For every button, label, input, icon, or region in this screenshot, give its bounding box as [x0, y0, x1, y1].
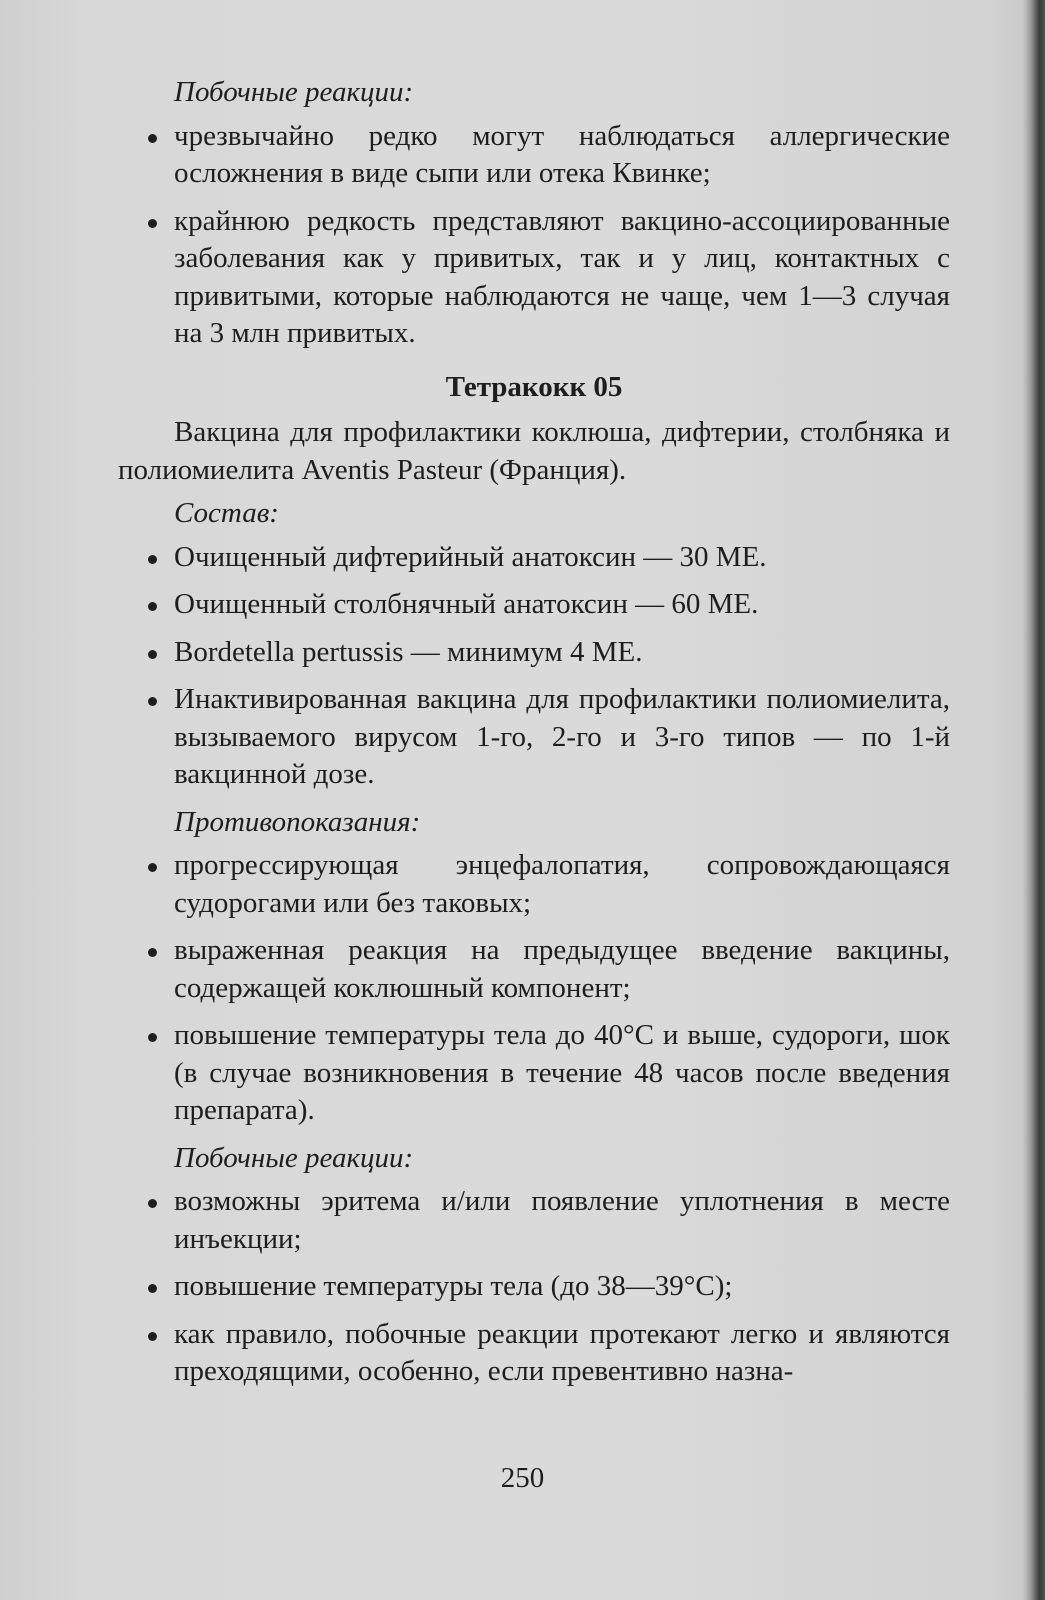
section-title: Тетракокк 05 — [445, 370, 623, 403]
list-item: Очищенный дифтерийный анатоксин — 30 МЕ. — [118, 539, 950, 577]
list-item: чрезвычайно редко могут наблюдаться аллергические осложнения в виде сыпи или отека Квинке; — [118, 118, 950, 193]
list-item: Bordetella pertussis — минимум 4 МЕ. — [118, 634, 950, 672]
list-item: выраженная реакция на предыдущее введение вакцины, содержащей коклюшный компонент; — [118, 932, 950, 1007]
bullet-icon — [148, 1284, 157, 1293]
bullet-icon — [148, 863, 157, 872]
list-item: прогрессирующая энцефалопатия, сопровождающаяся судорогами или без таковых; — [118, 847, 950, 922]
page-text — [118, 74, 950, 1401]
page-number: 250 — [500, 1462, 545, 1494]
side-effects-heading-1: Побочные реакции: — [174, 76, 414, 108]
list-item: Очищенный столбнячный анатоксин — 60 МЕ. — [118, 586, 950, 624]
list-item: повышение температуры тела до 40°С и выше, судороги, шок (в случае возникновения в течение 48 часов после введения препарата). — [118, 1017, 950, 1130]
side-effects-list-2 — [118, 1183, 950, 1391]
list-item: возможны эритема и/или появление уплотнения в месте инъекции; — [118, 1183, 950, 1258]
contraindications-list — [118, 847, 950, 1130]
book-spine-shadow — [1023, 0, 1045, 1600]
bullet-icon — [148, 602, 157, 611]
bullet-icon — [148, 697, 157, 706]
bullet-icon — [148, 650, 157, 659]
list-item: повышение температуры тела (до 38—39°С); — [118, 1268, 950, 1306]
composition-heading: Состав: — [174, 497, 279, 529]
composition-list — [118, 539, 950, 794]
side-effects-list-1 — [118, 118, 950, 353]
bullet-icon — [148, 1332, 157, 1341]
list-item: крайнюю редкость представляют вакцино-ассоциированные заболевания как у привитых, так и у лиц, контактных с привитыми, которые наблюдаются не чаще, чем 1—3 случая на 3 млн привитых. — [118, 203, 950, 353]
side-effects-heading-2: Побочные реакции: — [174, 1141, 414, 1174]
list-item: как правило, побочные реакции протекают легко и являются преходящими, особенно, если превентивно назна- — [118, 1316, 950, 1391]
bullet-icon — [148, 948, 157, 957]
bullet-icon — [148, 1199, 157, 1208]
intro-paragraph: Вакцина для профилактики коклюша, дифтерии, столбняка и полиомиелита Aventis Pasteur (Франция). — [118, 416, 950, 486]
contraindications-heading: Противопоказания: — [174, 805, 421, 838]
bullet-icon — [148, 219, 157, 228]
bullet-icon — [148, 134, 157, 143]
bullet-icon — [148, 555, 157, 564]
list-item: Инактивированная вакцина для профилактики полиомиелита, вызываемого вирусом 1-го, 2-го и 3-го типов — по 1-й вакцинной дозе. — [118, 681, 950, 794]
bullet-icon — [148, 1033, 157, 1042]
